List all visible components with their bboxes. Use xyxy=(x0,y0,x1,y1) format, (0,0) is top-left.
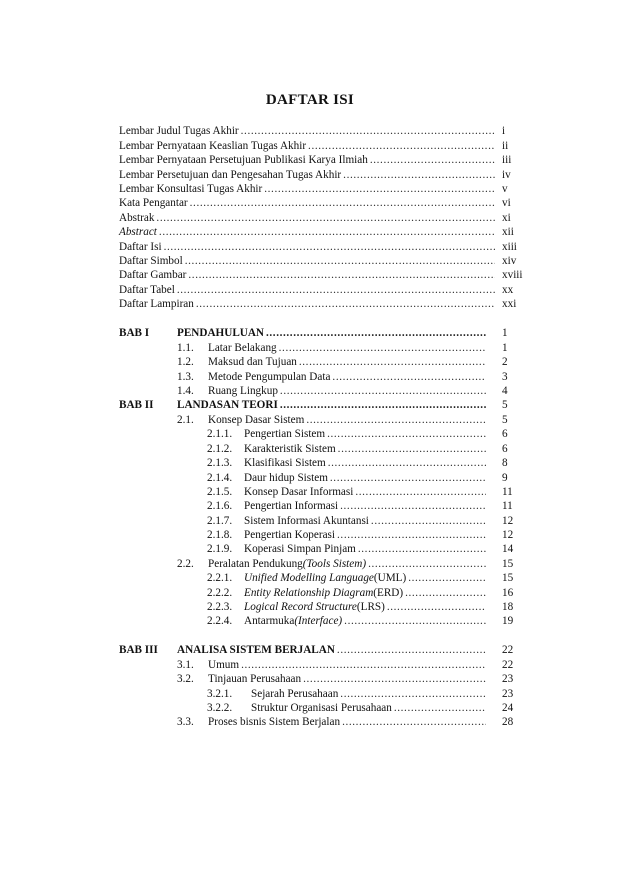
toc-entry[interactable]: Lembar Pernyataan Persetujuan Publikasi Karya Ilmiah ..... xyxy=(119,153,497,167)
toc-page-number: 5 xyxy=(502,414,508,426)
toc-page-number: 6 xyxy=(502,443,508,455)
toc-page-number: 1 xyxy=(502,342,508,354)
toc-entry[interactable]: 2.1.6. Pengertian Informasi ..... xyxy=(207,499,488,513)
toc-entry[interactable]: Abstract ..... xyxy=(119,225,497,239)
toc-page-number: 22 xyxy=(502,644,514,656)
toc-page-number: xiv xyxy=(502,255,517,267)
toc-entry[interactable]: Daftar Isi ..... xyxy=(119,240,497,254)
toc-page-number: 28 xyxy=(502,716,514,728)
toc-page-number: vi xyxy=(502,197,511,209)
chapter-title-entry[interactable]: PENDAHULUAN ..... xyxy=(177,326,488,340)
toc-entry[interactable]: 2.1.2. Karakteristik Sistem ..... xyxy=(207,442,488,456)
toc-entry[interactable]: 2.2.4. Antarmuka (Interface) ..... xyxy=(207,614,488,628)
toc-page-number: xiii xyxy=(502,241,517,253)
toc-entry[interactable]: 2.1.1. Pengertian Sistem ..... xyxy=(207,427,488,441)
toc-page-number: 11 xyxy=(502,486,513,498)
toc-page-number: 23 xyxy=(502,673,514,685)
toc-page-number: 5 xyxy=(502,399,508,411)
toc-page-number: ii xyxy=(502,140,509,152)
toc-page-number: xi xyxy=(502,212,511,224)
toc-page-number: xii xyxy=(502,226,514,238)
toc-page-number: 23 xyxy=(502,688,514,700)
chapter-title-entry[interactable]: LANDASAN TEORI ..... xyxy=(177,398,488,412)
toc-page-number: iii xyxy=(502,154,512,166)
page-title: DAFTAR ISI xyxy=(265,92,355,108)
toc-entry[interactable]: 2.2.1. Unified Modelling Language (UML) ..... xyxy=(207,571,488,585)
toc-page-number: 15 xyxy=(502,558,514,570)
toc-page-number: xx xyxy=(502,284,514,296)
toc-page-number: 8 xyxy=(502,457,508,469)
toc-page-number: iv xyxy=(502,169,511,181)
chapter-title-entry[interactable]: ANALISA SISTEM BERJALAN ..... xyxy=(177,643,488,657)
toc-entry[interactable]: Lembar Judul Tugas Akhir ..... xyxy=(119,124,497,138)
toc-page-number: xxi xyxy=(502,298,517,310)
toc-page-number: 11 xyxy=(502,500,513,512)
toc-page-number: 12 xyxy=(502,515,514,527)
toc-page-number: i xyxy=(502,125,506,137)
toc-entry[interactable]: 3.1. Umum ..... xyxy=(177,658,488,672)
toc-entry[interactable]: 2.1.5. Konsep Dasar Informasi ..... xyxy=(207,485,488,499)
toc-page-number: xviii xyxy=(502,269,523,281)
toc-page-number: v xyxy=(502,183,508,195)
toc-entry[interactable]: Abstrak ..... xyxy=(119,211,497,225)
toc-page-number: 16 xyxy=(502,587,514,599)
toc-entry[interactable]: Kata Pengantar ..... xyxy=(119,196,497,210)
toc-page-number: 15 xyxy=(502,572,514,584)
toc-page-number: 22 xyxy=(502,659,514,671)
toc-entry[interactable]: 2.1. Konsep Dasar Sistem ..... xyxy=(177,413,488,427)
chapter-number: BAB I xyxy=(119,327,150,339)
toc-page-number: 3 xyxy=(502,371,508,383)
toc-entry[interactable]: 1.1. Latar Belakang ..... xyxy=(177,341,488,355)
chapter-number: BAB III xyxy=(119,644,158,656)
toc-entry[interactable]: 2.1.4. Daur hidup Sistem ..... xyxy=(207,471,488,485)
toc-page-number: 24 xyxy=(502,702,514,714)
toc-page-number: 12 xyxy=(502,529,514,541)
toc-entry[interactable]: 2.1.9. Koperasi Simpan Pinjam ..... xyxy=(207,542,488,556)
toc-page-number: 4 xyxy=(502,385,508,397)
toc-entry[interactable]: Lembar Pernyataan Keaslian Tugas Akhir ..... xyxy=(119,139,497,153)
toc-page-number: 19 xyxy=(502,615,514,627)
toc-entry[interactable]: 3.3. Proses bisnis Sistem Berjalan ..... xyxy=(177,715,488,729)
toc-page-number: 1 xyxy=(502,327,508,339)
toc-entry[interactable]: 1.4. Ruang Lingkup ..... xyxy=(177,384,488,398)
toc-entry[interactable]: 2.1.3. Klasifikasi Sistem ..... xyxy=(207,456,488,470)
toc-entry[interactable]: 2.2.3. Logical Record Structure (LRS) ..... xyxy=(207,600,488,614)
toc-entry[interactable]: 3.2. Tinjauan Perusahaan ..... xyxy=(177,672,488,686)
toc-entry[interactable]: Lembar Konsultasi Tugas Akhir ..... xyxy=(119,182,497,196)
toc-entry[interactable]: 2.1.7. Sistem Informasi Akuntansi ..... xyxy=(207,514,488,528)
toc-page-number: 14 xyxy=(502,543,514,555)
chapter-number: BAB II xyxy=(119,399,154,411)
toc-entry[interactable]: Lembar Persetujuan dan Pengesahan Tugas Akhir ..... xyxy=(119,168,497,182)
toc-entry[interactable]: Daftar Tabel ..... xyxy=(119,283,497,297)
toc-entry[interactable]: Daftar Simbol ..... xyxy=(119,254,497,268)
toc-entry[interactable]: 2.2.2. Entity Relationship Diagram (ERD) ..... xyxy=(207,586,488,600)
toc-entry[interactable]: 2.1.8. Pengertian Koperasi ..... xyxy=(207,528,488,542)
toc-entry[interactable]: 1.2. Maksud dan Tujuan ..... xyxy=(177,355,488,369)
toc-entry[interactable]: 3.2.1. Sejarah Perusahaan ..... xyxy=(207,687,488,701)
toc-page-number: 18 xyxy=(502,601,514,613)
toc-entry[interactable]: 2.2. Peralatan Pendukung (Tools Sistem) ..... xyxy=(177,557,488,571)
toc-entry[interactable]: Daftar Gambar ..... xyxy=(119,268,497,282)
toc-entry[interactable]: 3.2.2. Struktur Organisasi Perusahaan ..... xyxy=(207,701,488,715)
toc-entry[interactable]: 1.3. Metode Pengumpulan Data ..... xyxy=(177,370,488,384)
toc-entry[interactable]: Daftar Lampiran ..... xyxy=(119,297,497,311)
toc-page-number: 2 xyxy=(502,356,508,368)
toc-page-number: 9 xyxy=(502,472,508,484)
toc-page-number: 6 xyxy=(502,428,508,440)
